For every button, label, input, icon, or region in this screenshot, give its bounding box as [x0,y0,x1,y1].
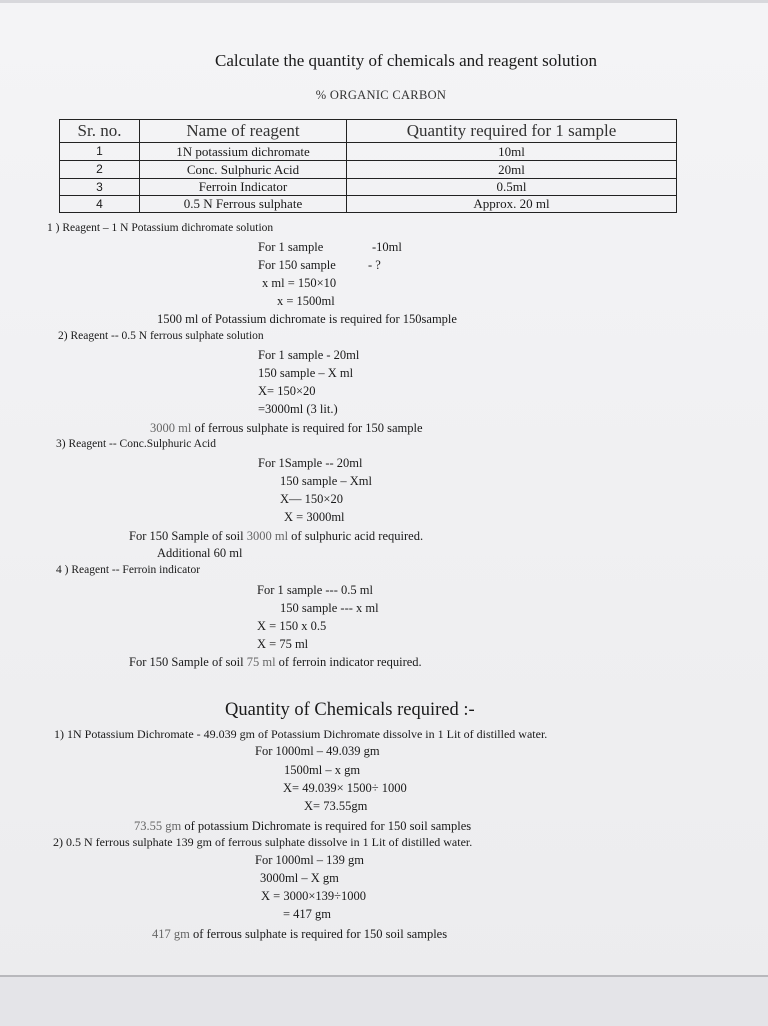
chemical2-result-text: of ferrous sulphate is required for 150 soil samples [192,927,448,941]
reagent3-additional: Additional 60 ml [157,546,243,560]
chemical2-heading: 2) 0.5 N ferrous sulphate 139 gm of ferrous sulphate dissolve in 1 Lit of distilled water. [53,835,473,849]
reagent4-line1: For 1 sample --- 0.5 ml [257,583,373,597]
reagent4-result-suffix: of ferroin indicator required. [278,655,422,669]
table-cell-sr: 4 [60,196,140,213]
chemical1-line2: 1500ml – x gm [284,763,361,777]
reagent1-result: 1500 ml of Potassium dichromate is required for 150sample [157,312,457,326]
table-cell-qty: 0.5ml [347,179,677,196]
reagent4-result-amount: 75 ml [246,655,276,669]
table-row [60,179,677,196]
reagent3-heading: 3) Reagent -- Conc.Sulphuric Acid [56,438,217,450]
reagent2-line3: X= 150×20 [258,384,316,398]
column-header-quantity: Quantity required for 1 sample [347,120,677,143]
table-cell-name: 0.5 N Ferrous sulphate [140,196,347,213]
chemical1-result-amount: 73.55 gm [134,819,182,833]
page-bottom-edge [0,975,768,1026]
reagent2-line4: =3000ml (3 lit.) [258,402,338,416]
reagent1-line3: x ml = 150×10 [262,276,337,290]
chemical2-result-amount: 417 gm [152,927,190,941]
table-cell-sr: 1 [60,143,140,161]
chemical1-line4: X= 73.55gm [304,799,368,813]
table-cell-qty: 10ml [347,143,677,161]
column-header-sr-no: Sr. no. [60,120,140,143]
page-title: Calculate the quantity of chemicals and reagent solution [215,51,597,70]
reagent4-line2: 150 sample --- x ml [280,601,379,615]
chemical1-result-text: of potassium Dichromate is required for 150 soil samples [184,819,472,833]
chemical1-line1: For 1000ml – 49.039 gm [255,744,380,758]
reagent-table [59,119,677,213]
chemical1-result [134,819,471,834]
chemical2-result [152,927,447,942]
table-cell-qty: 20ml [347,161,677,179]
reagent3-line2: 150 sample – Xml [280,474,373,488]
reagent2-line1: For 1 sample - 20ml [258,348,360,362]
reagent3-result-suffix: of sulphuric acid required. [291,529,424,543]
reagent2-result [150,421,423,436]
reagent1-line4: x = 1500ml [277,294,335,308]
table-row [60,143,677,161]
reagent2-line2: 150 sample – X ml [258,366,354,380]
reagent2-heading: 2) Reagent -- 0.5 N ferrous sulphate solution [58,330,264,342]
table-cell-sr: 3 [60,179,140,196]
chemical1-line3: X= 49.039× 1500÷ 1000 [283,781,407,795]
chemical2-line2: 3000ml – X gm [260,871,339,885]
reagent1-line1-left: For 1 sample [258,240,324,254]
reagent4-line4: X = 75 ml [257,637,309,651]
chemical1-heading: 1) 1N Potassium Dichromate - 49.039 gm of Potassium Dichromate dissolve in 1 Lit of distilled water. [54,727,548,741]
reagent1-heading: 1 ) Reagent – 1 N Potassium dichromate solution [47,222,274,234]
reagent1-line2-right: - ? [368,258,381,272]
reagent3-line4: X = 3000ml [284,510,345,524]
page-subtitle: % ORGANIC CARBON [315,88,447,102]
chemical2-line1: For 1000ml – 139 gm [255,853,365,867]
reagent4-result-prefix: For 150 Sample of soil [129,655,244,669]
table-cell-name: 1N potassium dichromate [140,143,347,161]
reagent3-line1: For 1Sample -- 20ml [258,456,363,470]
reagent3-result [129,529,423,544]
column-header-reagent-name: Name of reagent [140,120,347,143]
chemicals-heading: Quantity of Chemicals required :- [225,700,475,720]
reagent2-result-amount: 3000 ml [150,421,192,435]
reagent3-result-amount: 3000 ml [246,529,289,543]
page-top-edge [0,0,768,3]
reagent4-line3: X = 150 x 0.5 [257,619,327,633]
reagent3-result-prefix: For 150 Sample of soil [129,529,244,543]
chemical2-line3: X = 3000×139÷1000 [261,889,366,903]
reagent4-result [129,655,422,670]
table-row [60,196,677,213]
reagent1-line1-right: -10ml [372,240,402,254]
chemical2-line4: = 417 gm [283,907,332,921]
reagent3-line3: X— 150×20 [280,492,343,506]
table-row [60,161,677,179]
reagent1-line2-left: For 150 sample [258,258,336,272]
table-cell-name: Conc. Sulphuric Acid [140,161,347,179]
reagent2-result-text: of ferrous sulphate is required for 150 sample [194,421,423,435]
table-cell-qty: Approx. 20 ml [347,196,677,213]
table-header-row [60,120,677,143]
reagent4-heading: 4 ) Reagent -- Ferroin indicator [56,564,201,576]
table-cell-name: Ferroin Indicator [140,179,347,196]
table-cell-sr: 2 [60,161,140,179]
